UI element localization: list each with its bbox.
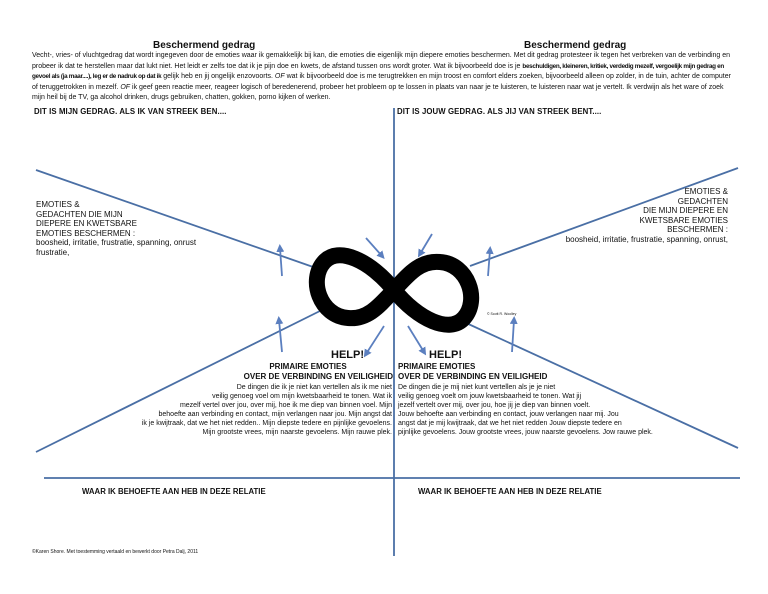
left-help-label: HELP! [331,349,364,361]
left-primary-line: OVER DE VERBINDING EN VEILIGHEID [243,371,393,381]
left-section-head: DIT IS MIJN GEDRAG. ALS IK VAN STREEK BEN.... [34,107,227,116]
right-primary-body [398,383,718,437]
left-emotion-line: EMOTIES BESCHERMEN : [36,228,136,238]
right-help-label: HELP! [429,349,462,361]
right-emotions [500,187,728,244]
right-body-line: Jouw behoefte aan verbinding en contact, jouw verlangen naar mij. Jou [398,411,619,418]
down-arrow-icon [420,234,432,254]
left-emotion-line: DIEPERE EN KWETSBARE [36,219,137,228]
right-body-line: pijnlijke gevoelens. Jouw grootste vrees, jouw naarste gevoelens. Jow rauwe plek. [398,429,653,436]
title-left: Beschermend gedrag [153,40,256,51]
left-body-line: De dingen die ik je niet kan vertellen als ik me niet [236,384,392,391]
down-arrow-icon [408,326,424,352]
right-need-heading: WAAR IK BEHOEFTE AAN HEB IN DEZE RELATIE [418,487,602,496]
right-body-line: jezelf vertelt over mij, over jou, hoe jij je diep van binnen voelt. [398,402,591,409]
up-arrow-icon [512,320,514,352]
right-primary-line: OVER DE VERBINDING EN VEILIGHEID [398,371,548,381]
right-emotion-line: DIE MIJN DIEPERE EN [643,206,728,215]
right-body-line: veilig genoeg voelt om jouw kwetsbaarheid te tonen. Wat jij [398,393,582,400]
right-primary-line: PRIMAIRE EMOTIES [398,362,476,371]
up-arrow-icon [488,250,490,276]
left-emotion-line: boosheid, irritatie, frustratie, spanning, onrust [36,238,197,247]
copyright-footer: ©Karen Shore. Met toestemming vertaald en bewerkt door Petra Dalj, 2011 [32,549,199,555]
intro-of-2: OF [120,83,131,91]
right-primary-heading [398,362,578,381]
right-section-head: DIT IS JOUW GEDRAG. ALS JIJ VAN STREEK BENT.... [397,107,602,116]
intro-part2: beschuldigen, kleineren, kritiek, verdedig mezelf, vergoelijk mijn gedrag en gevoel als (ja maar....), leg er de nadruk op dat ik [32,62,724,80]
left-primary-heading [223,362,393,381]
left-primary-line: PRIMAIRE EMOTIES [269,362,347,371]
right-emotion-line: KWETSBARE EMOTIES [639,215,728,225]
left-need-heading: WAAR IK BEHOEFTE AAN HEB IN DEZE RELATIE [82,487,266,496]
left-body-line: mezelf vertel over jou, over mij, hoe ik me diep van binnen voel. Mijn [179,402,392,409]
title-right: Beschermend gedrag [524,40,627,51]
intro-part1: Vecht-, vries- of vluchtgedrag dat wordt ingegeven door de emoties waar ik gemakkelijk bij kan, die emoties die eigenlijk mijn diepere emoties beschermen. Met dit gedrag protesteer ik tegen het verbreken van de verbinding en probeer ik dat te herstellen maar dat lukt niet. Het leidt er zelfs toe dat ik je pijn doe en kwets, de afstand tussen ons wordt groter. Wat ik bijvoorbeeld doe is je [32,52,731,70]
right-emotion-line: EMOTIES & [684,187,728,196]
left-emotion-line: EMOTIES & [36,200,80,209]
right-body-line: De dingen die je mij niet kunt vertellen als je je niet [398,384,556,391]
right-emotion-line: BESCHERMEN : [667,225,728,234]
left-body-line: Mijn grootste vrees, mijn naarste gevoelens. Mijn rauwe plek. [202,429,392,436]
left-primary-body [84,383,392,437]
intro-part3: gelijk heb en jij ongelijk enzovoorts. [163,73,273,80]
right-emotion-line: boosheid, irritatie, frustratie, spanning, onrust, [565,234,728,244]
left-body-line: veilig genoeg voel om mijn kwetsbaarheid te tonen. Wat ik [212,393,392,400]
intro-of-1: OF [274,73,285,80]
intro-part4: wat ik bijvoorbeeld doe is me terugtrekken en mijn troost en comfort elders zoeken, bijvoorbeeld alleen op zolder, in de tuin, achter de computer of teruggetrokken in mezelf. [32,73,731,91]
left-emotion-line: GEDACHTEN DIE MIJN [36,209,123,219]
left-emotion-line: frustratie, [36,247,70,257]
left-body-line: ik je kwijtraak, dat we het niet redden.. Mijn diepste tedere en pijnlijke gevoelens. [141,420,392,427]
right-body-line: angst dat je mij kwijtraak, dat we het niet redden Jouw diepste tedere en [398,420,622,427]
left-body-line: behoefte aan verbinding en contact, mijn verlangen naar jou. Mijn angst dat [158,411,392,418]
left-emotions [36,200,286,257]
up-arrow-icon [279,320,282,352]
down-arrow-icon [366,238,382,256]
down-arrow-icon [366,326,384,354]
intro-part5: ik geef geen reactie meer, reageer logisch of beredenerend, probeer het probleem op te lossen in plaats van naar je te luisteren, te luisteren naar wat je vertelt. Ik verdwijn als het ware of zoek mijn heil bij de TV, ga alcohol drinken, drugs gebruiken, chatten, gokken, porno kijken of werken. [32,83,724,101]
right-emotion-line: GEDACHTEN [677,196,728,206]
credit-mark: © Scott R. Woolley [487,312,517,316]
